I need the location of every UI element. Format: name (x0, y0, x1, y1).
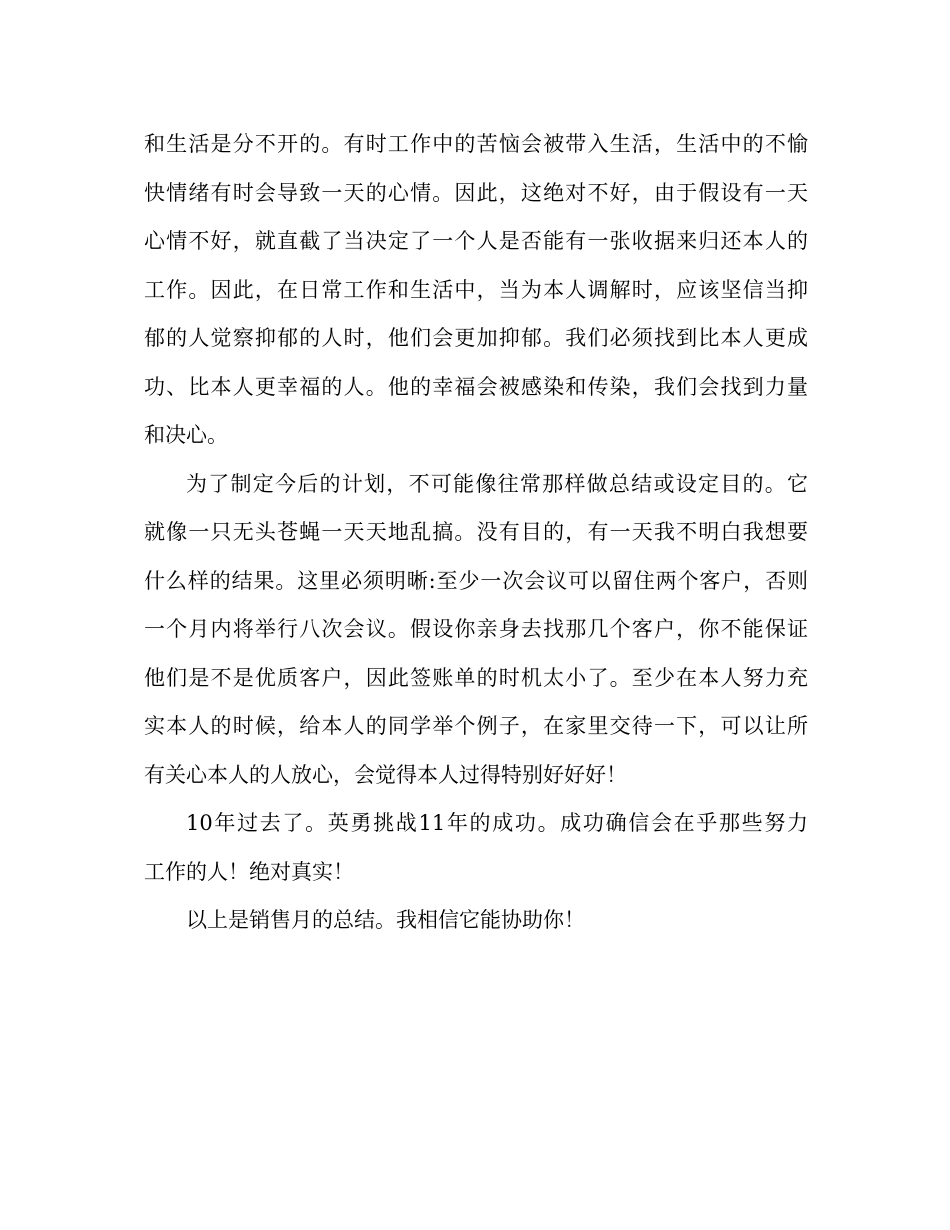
text-line: 工作。因此，在日常工作和生活中，当为本人调解时，应该坚信当抑 (144, 277, 808, 302)
text-line: 工作的人！绝对真实！ (144, 859, 354, 884)
paragraph (144, 120, 808, 460)
text-line: 为了制定今后的计划，不可能像往常那样做总结或设定目的。它 (186, 471, 808, 496)
paragraph (144, 896, 808, 945)
text-line: 心情不好，就直截了当决定了一个人是否能有一张收据来归还本人的 (144, 229, 808, 253)
text-line: 一个月内将举行八次会议。假设你亲身去找那几个客户，你不能保证 (144, 617, 808, 641)
text-line: 10年过去了。英勇挑战11年的成功。成功确信会在乎那些努力 (186, 811, 808, 835)
text-line: 和决心。 (144, 423, 228, 447)
text-line: 以上是销售月的总结。我相信它能协助你！ (186, 908, 585, 932)
text-line: 郁的人觉察抑郁的人时，他们会更加抑郁。我们必须找到比本人更成 (144, 326, 808, 350)
text-line: 快情绪有时会导致一天的心情。因此，这绝对不好，由于假设有一天 (144, 180, 808, 205)
text-line: 就像一只无头苍蝇一天天地乱搞。没有目的，有一天我不明白我想要 (144, 520, 808, 544)
text-line: 和生活是分不开的。有时工作中的苦恼会被带入生活，生活中的不愉 (144, 132, 808, 156)
text-line: 什么样的结果。这里必须明晰:至少一次会议可以留住两个客户，否则 (144, 568, 808, 593)
text-line: 他们是不是优质客户，因此签账单的时机太小了。至少在本人努力充 (144, 665, 808, 690)
paragraph (144, 799, 808, 896)
document-page (144, 120, 808, 945)
paragraph (144, 460, 808, 800)
text-line: 功、比本人更幸福的人。他的幸福会被感染和传染，我们会找到力量 (144, 374, 808, 399)
text-line: 有关心本人的人放心，会觉得本人过得特别好好好！ (144, 762, 627, 787)
text-line: 实本人的时候，给本人的同学举个例子，在家里交待一下，可以让所 (144, 714, 808, 738)
